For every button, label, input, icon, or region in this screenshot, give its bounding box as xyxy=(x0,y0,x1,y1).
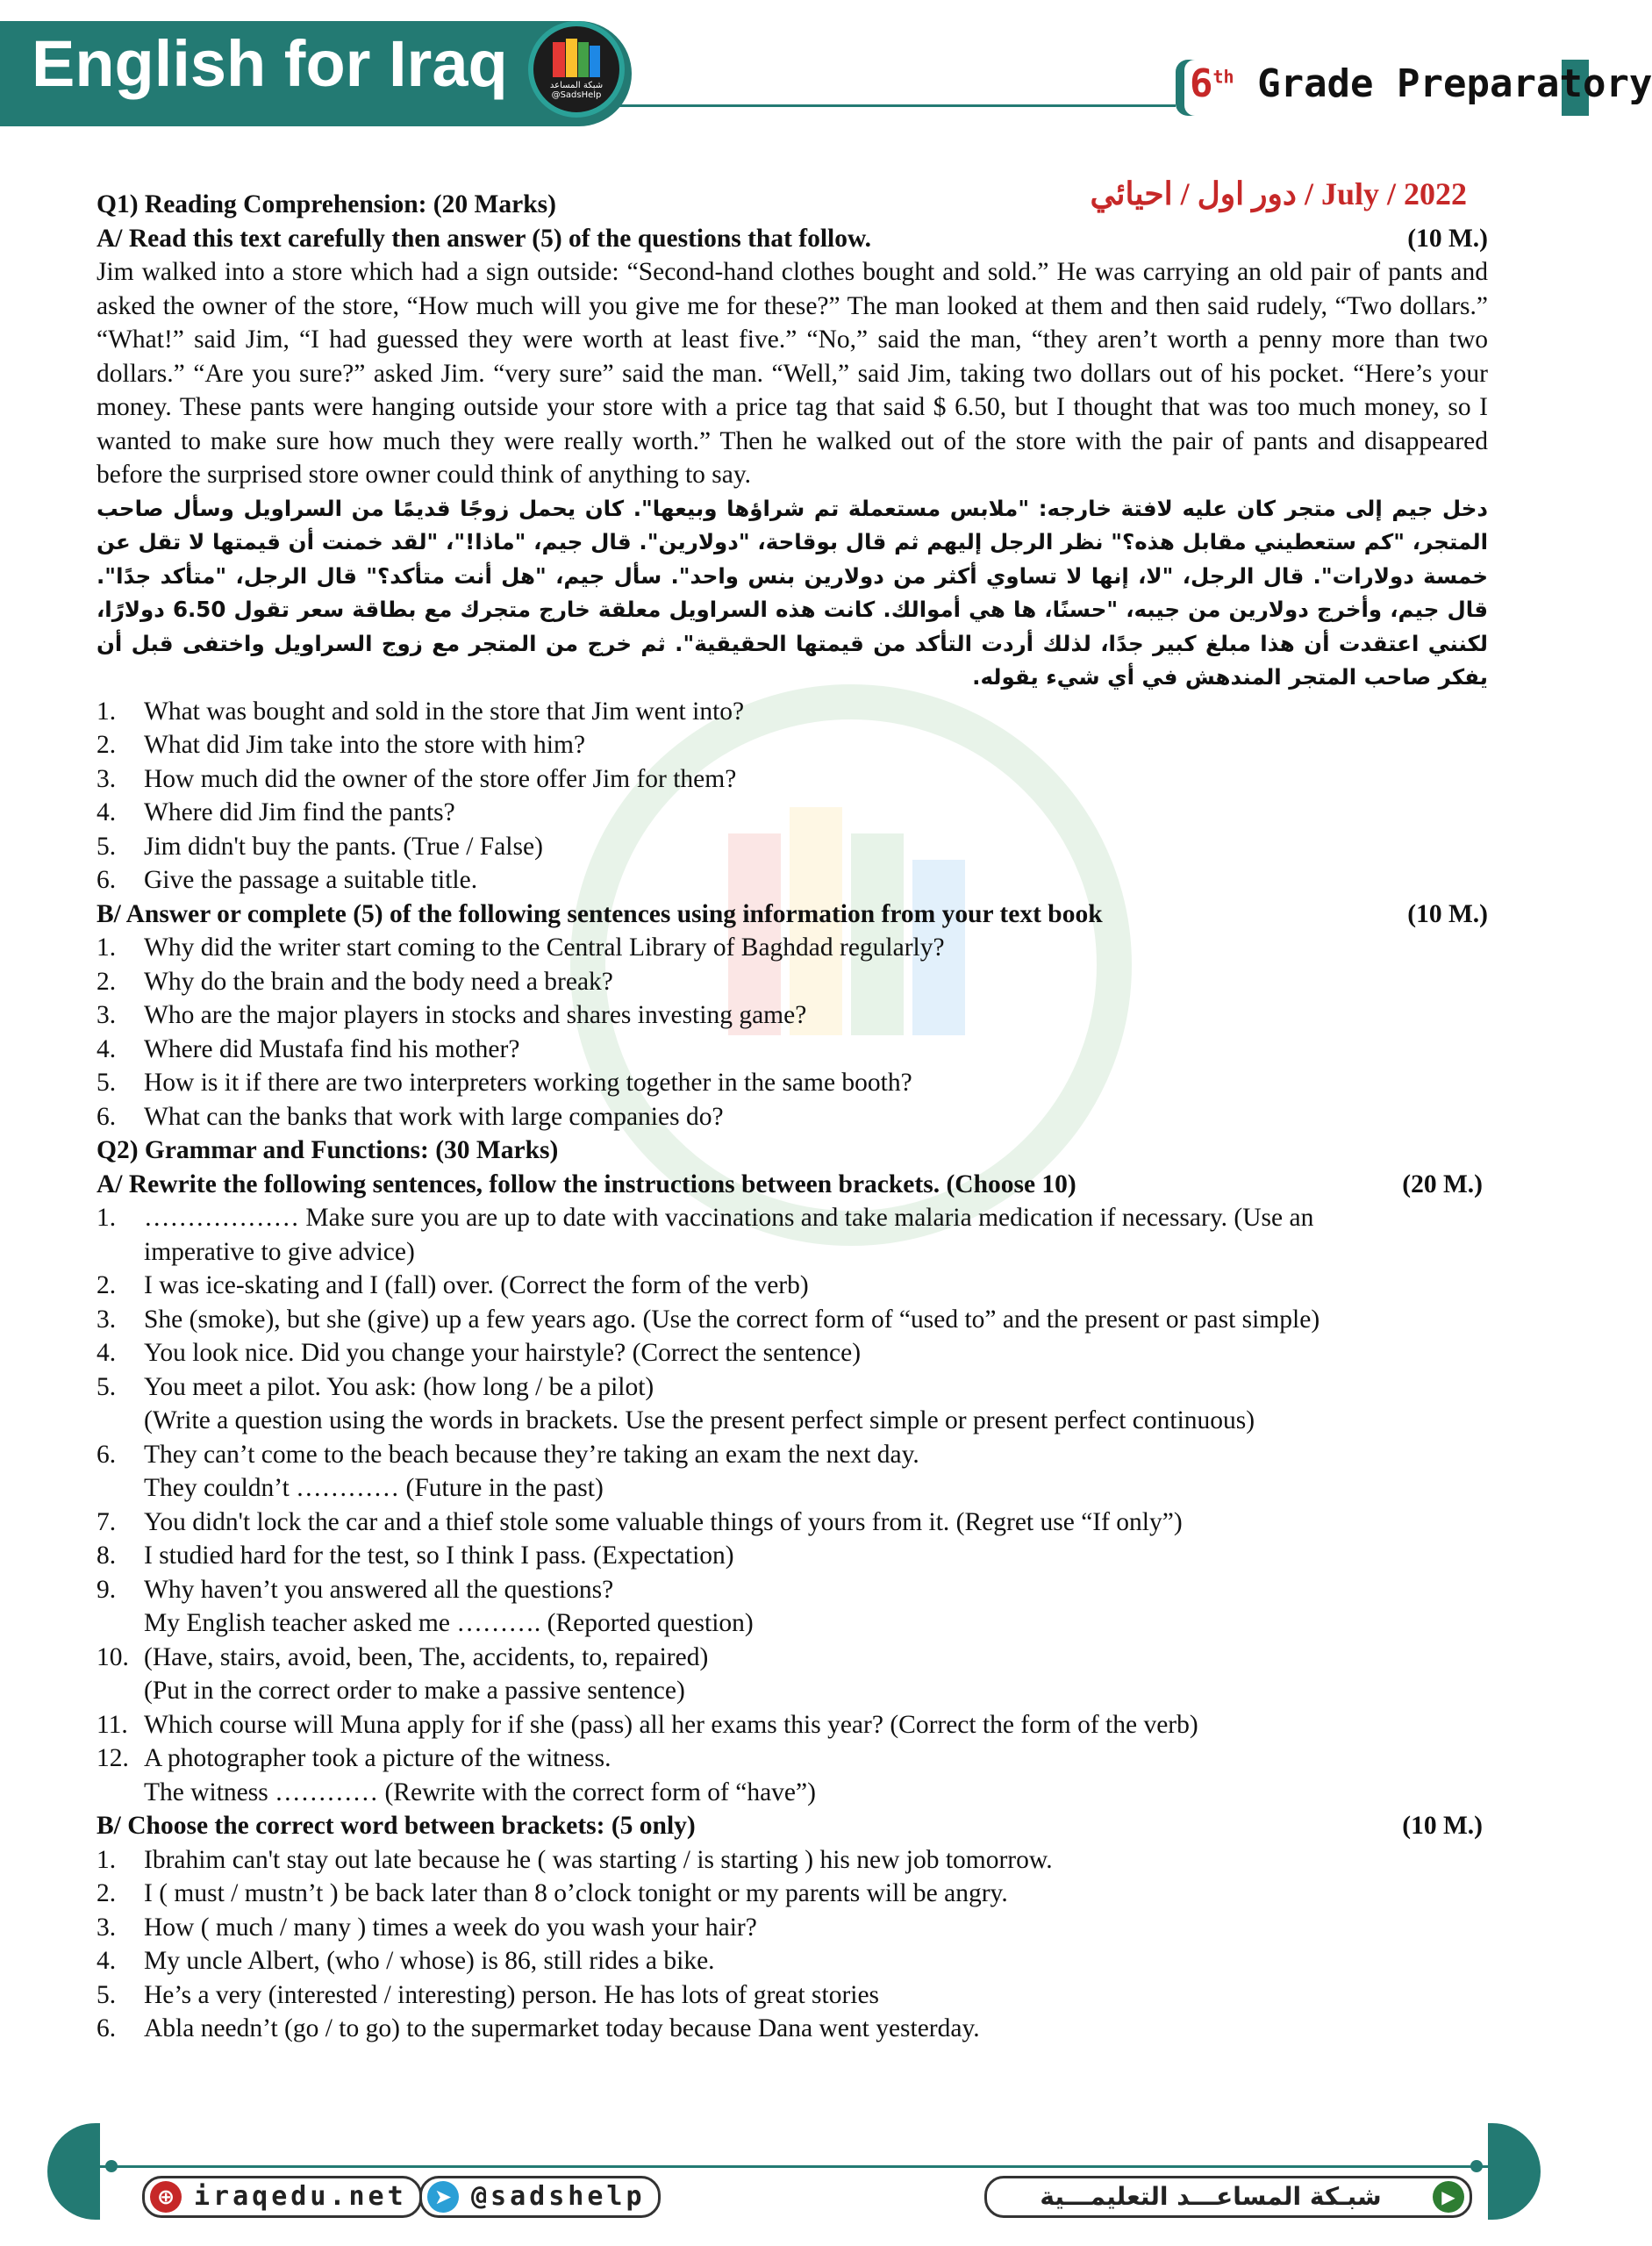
q2b-marks: (10 M.) xyxy=(1402,1812,1483,1840)
q2b-question-list xyxy=(97,1843,1488,2046)
reading-passage: Jim walked into a store which had a sign outside: “Second-hand clothes bought and sold.” He was carrying an old pair of pants and asked the owner of the store, “How much will you give me for these?” The man looked at them and then said rudely, “Two dollars.” “What!” said Jim, “I had guessed they were worth at least five.” “No,” said the man, “they aren’t worth a penny more than two dollars.” “Are you sure?” asked Jim. “very sure” said the man. “Well,” said Jim, taking two dollars out of his pocket. “Here’s your money. These pants were hanging outside your store with a price tag that said $ 6.50, but I thought that was too much money, so I wanted to make sure how much they were really worth.” Then he walked out of the store with the pair of pants and disappeared before the surprised store owner could think of anything to say. xyxy=(97,258,1488,489)
grade-label xyxy=(1190,61,1652,106)
footer-dot-left xyxy=(105,2160,118,2172)
question-item xyxy=(97,965,1488,999)
telegram-icon: ➤ xyxy=(427,2181,459,2213)
q1b-heading xyxy=(97,898,1488,932)
question-text: Abla needn’t (go / to go) to the supermarket today because Dana went yesterday. xyxy=(144,2014,980,2042)
question-text: You look nice. Did you change your hairstyle? (Correct the sentence) xyxy=(144,1339,862,1367)
question-text: Where did Jim find the pants? xyxy=(144,798,455,826)
exam-content xyxy=(97,176,1488,2046)
question-number: 3. xyxy=(97,1001,117,1029)
question-item xyxy=(97,695,1488,729)
question-text-continued: (Write a question using the words in brackets. Use the present perfect simple or present perfect continuous) xyxy=(144,1406,1255,1434)
reading-passage-arabic: دخل جيم إلى متجر كان عليه لافتة خارجه: "ملابس مستعملة تم شراؤها وبيعها". كان يحمل زوجًا قديمًا من السراويل وسأل صاحب المتجر، "كم ستعطيني مقابل هذه؟" نظر الرجل إليهم ثم قال بوقاحة، "دولارين". قال جيم، "ماذا!"، "لقد خمنت أن قيمتها لا تقل عن خمسة دولارات". قال الرجل، "لا، إنها لا تساوي أكثر من دولارين بنس واحد". سأل جيم، "هل أنت متأكد؟" قال الرجل، "متأكد جدًا". قال جيم، وأخرج دولارين من جيبه، "حسنًا، ها هي أموالك. كانت هذه السراويل معلقة خارج متجرك مع بطاقة سعر تقول 6.50 دولارًا، لكنني اعتقدت أن هذا مبلغ كبير جدًا، لذلك أردت التأكد من قيمتها الحقيقية". ثم خرج من المتجر مع زوج السراويل واختفى قبل أن يفكر صاحب المتجر المندهش في أي شيء يقوله. xyxy=(97,495,1488,690)
q1-title: Q1) Reading Comprehension: (20 Marks) xyxy=(97,190,556,218)
question-number: 1. xyxy=(97,1204,117,1232)
grade-text: Grade Preparatory xyxy=(1234,61,1652,106)
question-text: How ( much / many ) times a week do you wash your hair? xyxy=(144,1913,757,1942)
question-number: 6. xyxy=(97,1102,117,1131)
question-item xyxy=(97,931,1488,965)
arrow-icon: ▶ xyxy=(1433,2181,1464,2213)
logo-handle: @SadsHelp xyxy=(551,90,602,100)
question-number: 7. xyxy=(97,1507,117,1536)
question-number: 5. xyxy=(97,1069,117,1097)
header-divider xyxy=(614,104,1176,107)
question-item xyxy=(97,728,1488,762)
question-text: What was bought and sold in the store that Jim went into? xyxy=(144,697,745,726)
question-text: What did Jim take into the store with him? xyxy=(144,731,586,759)
question-item xyxy=(97,1100,1488,1134)
question-text: Ibrahim can't stay out late because he ( was starting / is starting ) his new job tomorrow. xyxy=(144,1845,1053,1874)
q2a-question-list xyxy=(97,1201,1488,1809)
question-text: How is it if there are two interpreters working together in the same booth? xyxy=(144,1069,912,1097)
network-link[interactable] xyxy=(984,2176,1472,2218)
question-number: 3. xyxy=(97,1305,117,1334)
question-text: What can the banks that work with large companies do? xyxy=(144,1102,724,1131)
question-text: I studied hard for the test, so I think I pass. (Expectation) xyxy=(144,1541,734,1570)
question-number: 6. xyxy=(97,2014,117,2042)
question-text: Why do the brain and the body need a break? xyxy=(144,967,613,996)
question-item xyxy=(97,1269,1488,1303)
question-item xyxy=(97,1506,1488,1540)
question-item xyxy=(97,863,1488,898)
question-number: 6. xyxy=(97,1440,117,1469)
telegram-text: @sadshelp xyxy=(471,2181,646,2212)
website-link[interactable] xyxy=(142,2176,422,2218)
question-item xyxy=(97,1539,1488,1573)
question-number: 11. xyxy=(97,1710,128,1739)
question-text-continued: (Put in the correct order to make a passive sentence) xyxy=(144,1677,685,1705)
q1b-marks: (10 M.) xyxy=(1407,899,1488,928)
question-number: 9. xyxy=(97,1575,117,1604)
question-text: I ( must / mustn’t ) be back later than 8 o’clock tonight or my parents will be angry. xyxy=(144,1879,1008,1907)
question-item xyxy=(97,1033,1488,1067)
question-number: 4. xyxy=(97,1339,117,1367)
question-text: You meet a pilot. You ask: (how long / be a pilot) xyxy=(144,1372,654,1401)
question-item xyxy=(97,1641,1488,1708)
question-item xyxy=(97,1742,1488,1809)
question-text: You didn't lock the car and a thief stole some valuable things of yours from it. (Regret use “If only”) xyxy=(144,1507,1183,1536)
q1-heading xyxy=(97,176,1488,222)
question-item xyxy=(97,1843,1488,1878)
question-text: How much did the owner of the store offer Jim for them? xyxy=(144,764,737,793)
question-number: 2. xyxy=(97,1271,117,1299)
exam-date-label: دور اول / احيائي / July / 2022 xyxy=(1090,176,1467,211)
question-number: 12. xyxy=(97,1744,129,1772)
question-text: She (smoke), but she (give) up a few years ago. (Use the correct form of “used to” and the present or past simple) xyxy=(144,1305,1320,1334)
question-text: Why haven’t you answered all the questions? xyxy=(144,1575,614,1604)
question-text: ……………… Make sure you are up to date with vaccinations and take malaria medication if necessary. (Use an xyxy=(144,1204,1314,1232)
question-number: 2. xyxy=(97,731,117,759)
q1a-question-list xyxy=(97,695,1488,898)
question-item xyxy=(97,1944,1488,1978)
question-text: My uncle Albert, (who / whose) is 86, still rides a bike. xyxy=(144,1947,715,1975)
question-text-continued: My English teacher asked me ………. (Reported question) xyxy=(144,1609,754,1637)
q2a-marks: (20 M.) xyxy=(1402,1169,1483,1198)
question-number: 4. xyxy=(97,1034,117,1063)
question-number: 5. xyxy=(97,1980,117,2009)
question-text-continued: They couldn’t ………… (Future in the past) xyxy=(144,1474,604,1502)
q2b-title: B/ Choose the correct word between brackets: (5 only) xyxy=(97,1812,696,1840)
question-text: Jim didn't buy the pants. (True / False) xyxy=(144,832,543,861)
question-item xyxy=(97,762,1488,797)
footer-divider xyxy=(97,2165,1491,2168)
question-text-continued: The witness ………… (Rewrite with the correct form of “have”) xyxy=(144,1777,816,1806)
q2b-heading xyxy=(97,1809,1488,1843)
question-number: 10. xyxy=(97,1642,129,1671)
grade-sup: th xyxy=(1212,66,1234,88)
q2a-title: A/ Rewrite the following sentences, follow the instructions between brackets. (Choose 10) xyxy=(97,1169,1076,1198)
question-text: A photographer took a picture of the witness. xyxy=(144,1744,611,1772)
question-item xyxy=(97,998,1488,1033)
question-item xyxy=(97,830,1488,864)
question-number: 4. xyxy=(97,1947,117,1975)
question-item xyxy=(97,1303,1488,1337)
question-item xyxy=(97,1336,1488,1370)
q1a-marks: (10 M.) xyxy=(1407,224,1488,253)
question-item xyxy=(97,1066,1488,1100)
question-item xyxy=(97,1911,1488,1945)
question-number: 2. xyxy=(97,1879,117,1907)
question-text: Why did the writer start coming to the Central Library of Baghdad regularly? xyxy=(144,933,945,962)
question-text: (Have, stairs, avoid, been, The, accidents, to, repaired) xyxy=(144,1642,709,1671)
question-item xyxy=(97,1370,1488,1438)
question-number: 8. xyxy=(97,1541,117,1570)
q1b-title: B/ Answer or complete (5) of the following sentences using information from your text book xyxy=(97,899,1103,928)
question-text: Where did Mustafa find his mother? xyxy=(144,1034,520,1063)
question-item xyxy=(97,1877,1488,1911)
q2-heading xyxy=(97,1134,1488,1168)
q1b-question-list xyxy=(97,931,1488,1134)
q1a-title: A/ Read this text carefully then answer (5) of the questions that follow. xyxy=(97,224,872,253)
question-item xyxy=(97,1573,1488,1641)
question-text-continued: imperative to give advice) xyxy=(144,1237,415,1266)
question-number: 6. xyxy=(97,866,117,894)
network-text: شبـكة المساعـــد التعليمـــية xyxy=(1040,2182,1382,2211)
question-text: I was ice-skating and I (fall) over. (Correct the form of the verb) xyxy=(144,1271,809,1299)
question-number: 3. xyxy=(97,764,117,793)
telegram-link[interactable] xyxy=(419,2176,661,2218)
question-text: Which course will Muna apply for if she (pass) all her exams this year? (Correct the form of the verb) xyxy=(144,1710,1198,1739)
footer-left-tab xyxy=(47,2123,100,2220)
question-item xyxy=(97,1978,1488,2013)
question-item xyxy=(97,1438,1488,1506)
website-text: iraqedu.net xyxy=(194,2181,407,2212)
question-text: Give the passage a suitable title. xyxy=(144,866,478,894)
question-number: 1. xyxy=(97,933,117,962)
question-text: Who are the major players in stocks and shares investing game? xyxy=(144,1001,807,1029)
question-number: 1. xyxy=(97,697,117,726)
question-item xyxy=(97,1201,1488,1269)
question-item xyxy=(97,796,1488,830)
q1a-heading xyxy=(97,222,1488,256)
question-number: 5. xyxy=(97,1372,117,1401)
footer-dot-right xyxy=(1470,2160,1483,2172)
q2-title: Q2) Grammar and Functions: (30 Marks) xyxy=(97,1136,559,1164)
question-number: 5. xyxy=(97,832,117,861)
network-logo xyxy=(528,21,625,118)
question-number: 4. xyxy=(97,798,117,826)
footer-right-tab xyxy=(1488,2123,1541,2220)
question-text: They can’t come to the beach because they’re taking an exam the next day. xyxy=(144,1440,919,1469)
question-number: 1. xyxy=(97,1845,117,1874)
globe-icon: ⊕ xyxy=(150,2181,182,2213)
question-number: 2. xyxy=(97,967,117,996)
grade-number: 6 xyxy=(1190,61,1213,106)
logo-caption-ar: شبكة المساعد xyxy=(549,81,604,90)
question-text: He’s a very (interested / interesting) person. He has lots of great stories xyxy=(144,1980,880,2009)
question-item xyxy=(97,2012,1488,2046)
q2a-heading xyxy=(97,1168,1488,1202)
question-item xyxy=(97,1708,1488,1742)
header-title: English for Iraq xyxy=(32,27,508,100)
question-number: 3. xyxy=(97,1913,117,1942)
